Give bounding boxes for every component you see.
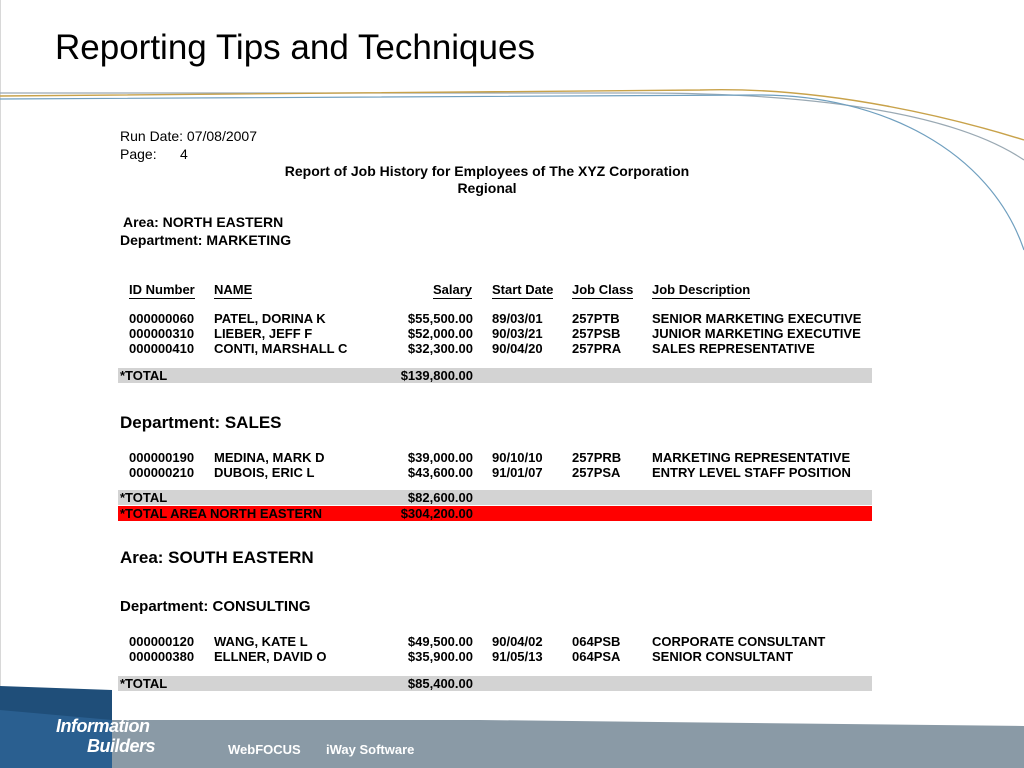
area-south-eastern: Area: SOUTH EASTERN	[120, 548, 314, 567]
cell-salary: $32,300.00	[407, 341, 473, 356]
cell-job-class: 257PSA	[572, 465, 621, 480]
cell-id: 000000210	[129, 465, 195, 480]
brand-logo-line2: Builders	[87, 736, 156, 756]
cell-start-date: 90/03/21	[492, 326, 543, 341]
cell-job-class: 257PRA	[572, 341, 622, 356]
cell-start-date: 91/05/13	[492, 649, 543, 664]
column-header: Job Class	[572, 282, 634, 297]
report-title: Report of Job History for Employees of The XYZ Corporation	[284, 163, 690, 179]
brand-logo-line1: Information	[56, 716, 150, 736]
total-label: *TOTAL	[120, 676, 168, 691]
department-marketing: Department: MARKETING	[120, 232, 292, 248]
column-header: Start Date	[492, 282, 554, 297]
cell-job-description: JUNIOR MARKETING EXECUTIVE	[652, 326, 861, 341]
cell-id: 000000310	[129, 326, 195, 341]
cell-job-class: 064PSA	[572, 649, 621, 664]
column-header: ID Number	[129, 282, 195, 297]
cell-start-date: 90/04/02	[492, 634, 543, 649]
cell-job-description: SENIOR CONSULTANT	[652, 649, 794, 664]
total-label: *TOTAL	[120, 490, 168, 505]
cell-start-date: 91/01/07	[492, 465, 543, 480]
department-consulting: Department: CONSULTING	[120, 598, 311, 615]
cell-name: CONTI, MARSHALL C	[214, 341, 348, 356]
cell-job-class: 257PTB	[572, 311, 620, 326]
run-date: Run Date: 07/08/2007	[120, 128, 257, 144]
cell-name: ELLNER, DAVID O	[214, 649, 327, 664]
cell-job-class: 257PRB	[572, 450, 622, 465]
department-sales: Department: SALES	[120, 413, 282, 432]
cell-name: WANG, KATE L	[214, 634, 308, 649]
cell-name: LIEBER, JEFF F	[214, 326, 313, 341]
cell-salary: $43,600.00	[407, 465, 473, 480]
cell-salary: $49,500.00	[407, 634, 473, 649]
cell-id: 000000410	[129, 341, 195, 356]
cell-job-class: 064PSB	[572, 634, 621, 649]
cell-job-description: MARKETING REPRESENTATIVE	[652, 450, 851, 465]
cell-id: 000000380	[129, 649, 195, 664]
cell-name: MEDINA, MARK D	[214, 450, 325, 465]
sales-total-bar	[118, 490, 872, 505]
area-total-label: *TOTAL AREA NORTH EASTERN	[120, 506, 322, 521]
cell-salary: $35,900.00	[407, 649, 473, 664]
cell-job-class: 257PSB	[572, 326, 621, 341]
cell-salary: $39,000.00	[407, 450, 473, 465]
cell-name: PATEL, DORINA K	[214, 311, 326, 326]
cell-job-description: SENIOR MARKETING EXECUTIVE	[652, 311, 862, 326]
cell-job-description: SALES REPRESENTATIVE	[652, 341, 815, 356]
cell-id: 000000060	[129, 311, 195, 326]
cell-name: DUBOIS, ERIC L	[214, 465, 315, 480]
column-header: NAME	[214, 282, 253, 297]
slide-title: Reporting Tips and Techniques	[55, 28, 535, 67]
total-value: $139,800.00	[400, 368, 473, 383]
cell-job-description: CORPORATE CONSULTANT	[652, 634, 826, 649]
footer-link-webfocus[interactable]: WebFOCUS	[228, 742, 301, 757]
page-number: 4	[180, 146, 188, 162]
area-total-value: $304,200.00	[400, 506, 473, 521]
cell-start-date: 90/10/10	[492, 450, 543, 465]
area-north-eastern: Area: NORTH EASTERN	[123, 214, 284, 230]
column-header: Job Description	[652, 282, 751, 297]
column-header: Salary	[433, 282, 473, 297]
report-subtitle: Regional	[457, 180, 517, 196]
cell-id: 000000190	[129, 450, 195, 465]
cell-start-date: 90/04/20	[492, 341, 543, 356]
footer-link-iway[interactable]: iWay Software	[326, 742, 415, 757]
area-total-bar	[118, 506, 872, 521]
total-value: $82,600.00	[407, 490, 473, 505]
cell-salary: $52,000.00	[407, 326, 473, 341]
cell-start-date: 89/03/01	[492, 311, 543, 326]
cell-job-description: ENTRY LEVEL STAFF POSITION	[652, 465, 851, 480]
page-label: Page:	[120, 146, 157, 162]
cell-salary: $55,500.00	[407, 311, 473, 326]
total-label: *TOTAL	[120, 368, 168, 383]
total-value: $85,400.00	[407, 676, 473, 691]
cell-id: 000000120	[129, 634, 195, 649]
marketing-total-bar	[118, 368, 872, 383]
